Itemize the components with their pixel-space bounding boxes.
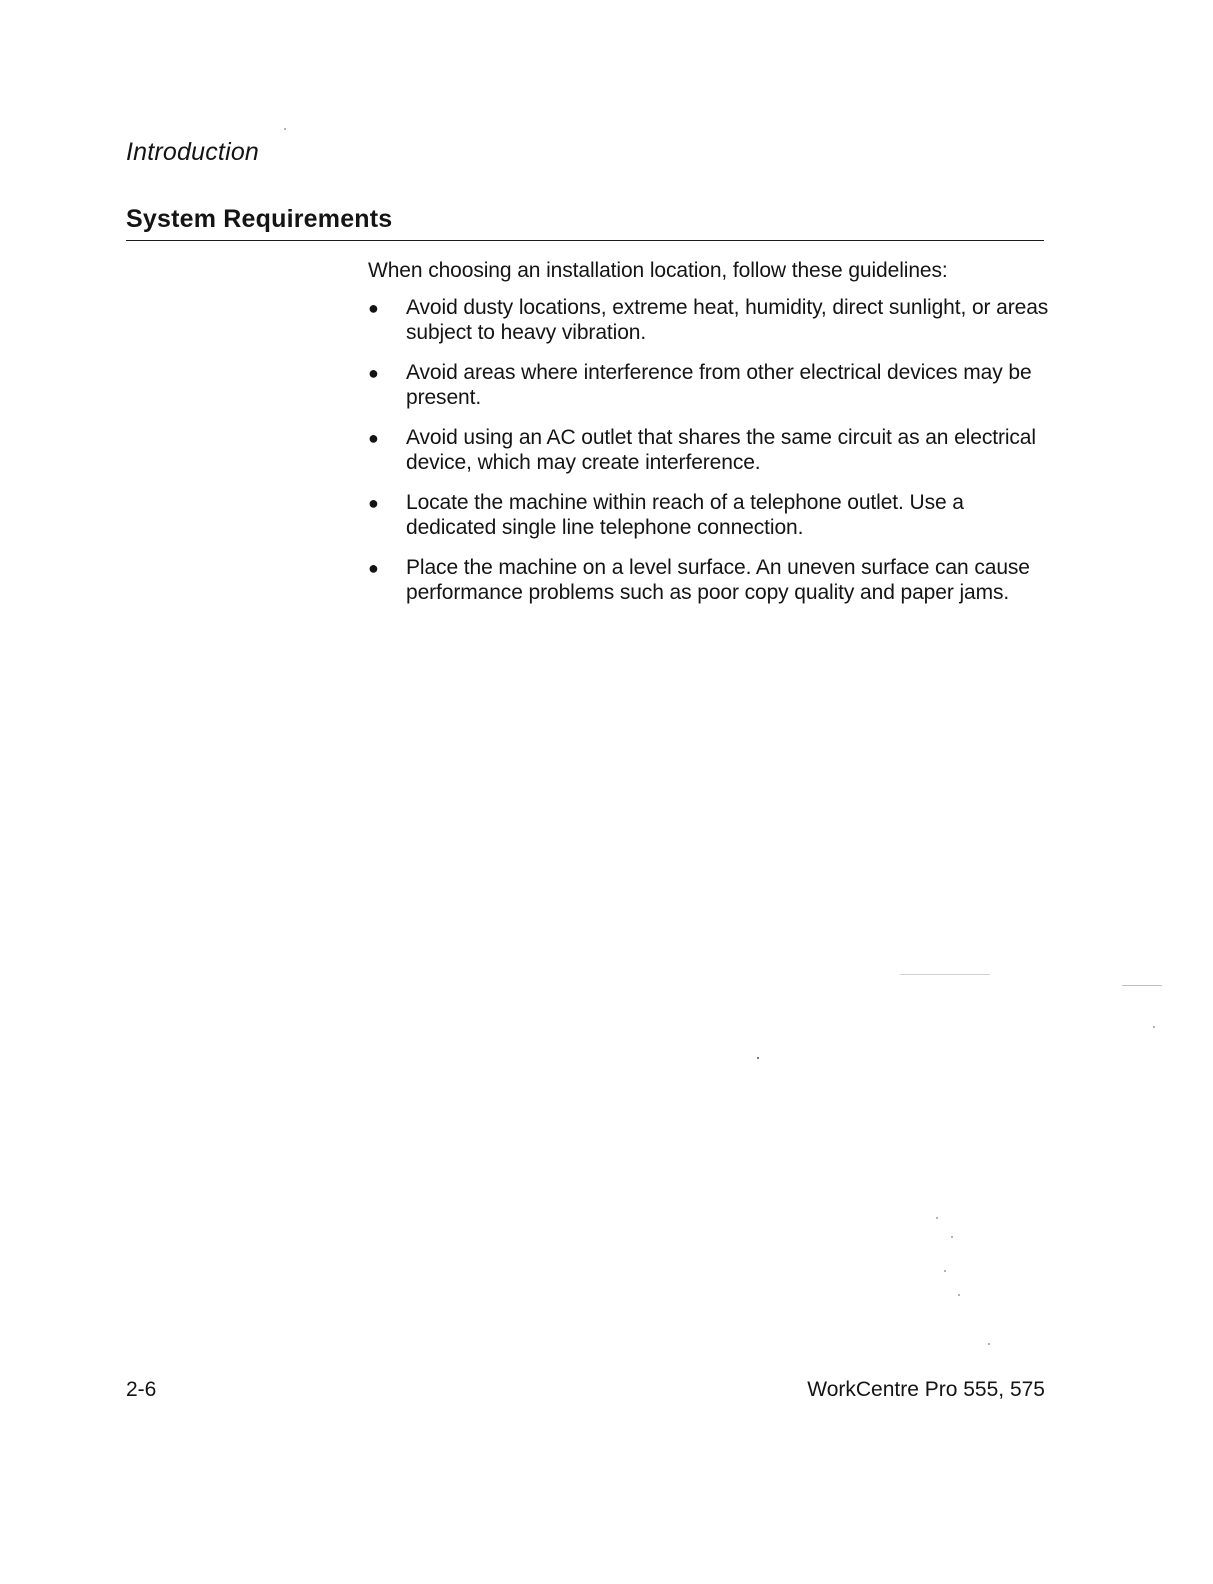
list-item-text: Locate the machine within reach of a telephone outlet. Use a dedicated single line telephone connection. (406, 491, 964, 539)
list-item (368, 295, 1058, 345)
section-divider (126, 240, 1044, 241)
bullet-icon: ● (368, 363, 379, 383)
list-item-text: Avoid dusty locations, extreme heat, humidity, direct sunlight, or areas subject to heavy vibration. (406, 296, 1049, 344)
product-name: WorkCentre Pro 555, 575 (807, 1378, 1045, 1401)
scan-speck (951, 1236, 953, 1238)
bullet-icon: ● (368, 298, 379, 318)
chapter-heading: Introduction (126, 138, 260, 166)
scan-speck (988, 1343, 990, 1345)
list-item (368, 555, 1058, 605)
list-item (368, 360, 1058, 410)
list-item (368, 425, 1058, 475)
list-item-text: Avoid areas where interference from other electrical devices may be present. (406, 361, 1032, 409)
scan-speck (936, 1217, 938, 1219)
scan-speck (1122, 985, 1162, 986)
scan-speck (958, 1294, 960, 1296)
guidelines-list (368, 295, 1058, 620)
scan-speck (1153, 1026, 1155, 1028)
scan-speck (757, 1057, 759, 1059)
page-number: 2-6 (126, 1378, 157, 1401)
bullet-icon: ● (368, 428, 379, 448)
bullet-icon: ● (368, 558, 379, 578)
scan-speck (900, 974, 990, 975)
scan-speck (944, 1270, 946, 1272)
list-item (368, 490, 1058, 540)
scan-speck (284, 128, 286, 130)
section-title: System Requirements (126, 205, 393, 233)
list-item-text: Place the machine on a level surface. An uneven surface can cause performance problems such as poor copy quality and paper jams. (406, 556, 1030, 604)
bullet-icon: ● (368, 493, 379, 513)
list-item-text: Avoid using an AC outlet that shares the same circuit as an electrical device, which may create interference. (406, 426, 1036, 474)
intro-paragraph: When choosing an installation location, follow these guidelines: (368, 259, 948, 282)
